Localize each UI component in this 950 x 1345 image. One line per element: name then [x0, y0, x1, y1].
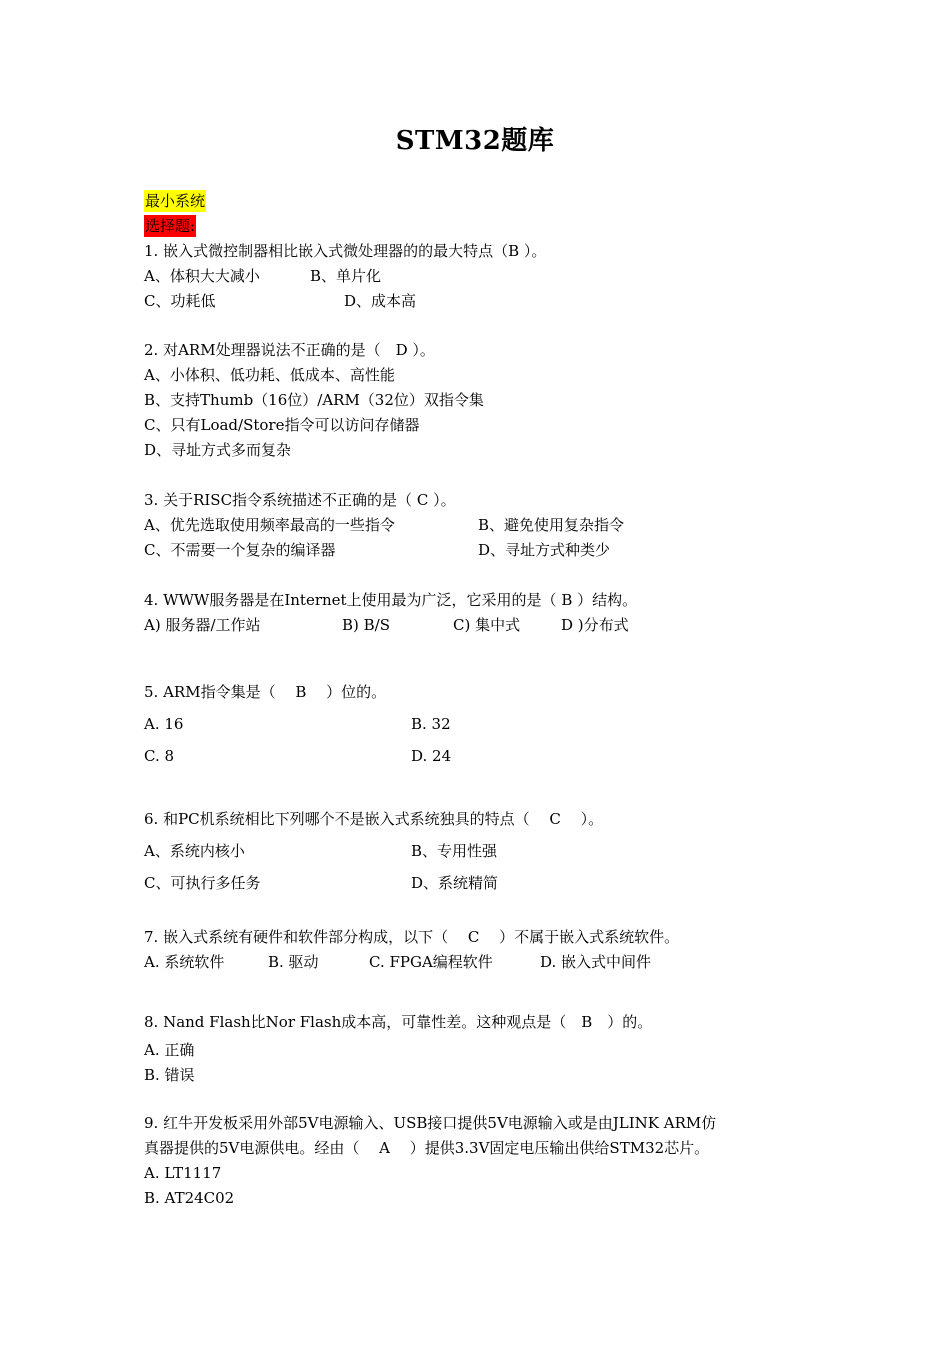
question-stem: 3. 关于RISC指令系统描述不正确的是（ C ）。 [144, 491, 456, 509]
option-c: C、功耗低 [144, 292, 216, 310]
option-b: B. 驱动 [268, 953, 319, 971]
question-1 [144, 239, 814, 314]
section-heading: 最小系统 [145, 192, 206, 210]
option-row [144, 513, 814, 538]
question-7 [144, 925, 814, 975]
option-b: B. 错误 [144, 1066, 195, 1084]
option-b: B. 32 [411, 715, 451, 733]
option-a: A. 系统软件 [144, 953, 225, 971]
question-3 [144, 488, 814, 563]
option-d: D、成本高 [344, 292, 417, 310]
option-a: A、体积大大减小 [144, 267, 260, 285]
option-a: A、小体积、低功耗、低成本、高性能 [144, 366, 395, 384]
question-stem: 8. Nand Flash比Nor Flash成本高，可靠性差。这种观点是（ B ）的。 [144, 1013, 653, 1031]
option-b: B、单片化 [310, 267, 382, 285]
option-b: B、避免使用复杂指令 [478, 516, 625, 534]
question-9 [144, 1111, 814, 1211]
option-a: A. 16 [144, 715, 184, 733]
option-b: B) B/S [342, 616, 390, 634]
question-stem: 6. 和PC机系统相比下列哪个不是嵌入式系统独具的特点（ C ）。 [144, 810, 604, 828]
option-d: D )分布式 [561, 616, 629, 634]
page-title: STM32题库 [395, 126, 555, 156]
option-a: A. LT1117 [144, 1164, 222, 1182]
question-5 [144, 676, 814, 772]
question-stem: 5. ARM指令集是（ B ）位的。 [144, 683, 387, 701]
option-d: D. 24 [411, 747, 452, 765]
option-c: C. 8 [144, 747, 175, 765]
option-d: D、系统精简 [411, 874, 499, 892]
option-b: B、专用性强 [411, 842, 498, 860]
option-c: C、不需要一个复杂的编译器 [144, 541, 336, 559]
option-a: A、优先选取使用频率最高的一些指令 [144, 516, 395, 534]
question-6 [144, 803, 814, 899]
option-c: C) 集中式 [453, 616, 521, 634]
option-d: D、寻址方式多而复杂 [144, 441, 292, 459]
option-a: A. 正确 [144, 1041, 195, 1059]
question-4 [144, 588, 814, 638]
option-row [144, 538, 814, 563]
option-row [144, 835, 814, 867]
option-d: D. 嵌入式中间件 [540, 953, 652, 971]
option-c: C、可执行多任务 [144, 874, 261, 892]
option-a: A) 服务器/工作站 [144, 616, 261, 634]
question-stem-line-2: 真器提供的5V电源供电。经由（ A ）提供3.3V固定电压输出供给STM32芯片。 [144, 1139, 710, 1157]
question-stem: 4. WWW服务器是在Internet上使用最为广泛，它采用的是（ B ）结构。 [144, 591, 638, 609]
option-a: A、系统内核小 [144, 842, 245, 860]
option-row [144, 264, 814, 289]
option-row [144, 950, 814, 975]
option-b: B、支持Thumb（16位）/ARM（32位）双指令集 [144, 391, 484, 409]
option-row [144, 867, 814, 899]
option-row [144, 708, 814, 740]
option-row [144, 740, 814, 772]
option-row [144, 613, 814, 638]
question-stem: 1. 嵌入式微控制器相比嵌入式微处理器的的最大特点（B ）。 [144, 242, 547, 260]
question-stem: 2. 对ARM处理器说法不正确的是（ D ）。 [144, 341, 435, 359]
question-stem-line-1: 9. 红牛开发板采用外部5V电源输入、USB接口提供5V电源输入或是由JLINK ARM仿 [144, 1114, 717, 1132]
question-stem: 7. 嵌入式系统有硬件和软件部分构成，以下（ C ）不属于嵌入式系统软件。 [144, 928, 680, 946]
option-row [144, 289, 814, 314]
question-8 [144, 1006, 814, 1088]
option-c: C、只有Load/Store指令可以访问存储器 [144, 416, 420, 434]
option-d: D、寻址方式种类少 [478, 541, 611, 559]
option-c: C. FPGA编程软件 [369, 953, 493, 971]
option-b: B. AT24C02 [144, 1189, 235, 1207]
subsection-heading: 选择题: [145, 217, 196, 235]
question-2 [144, 338, 814, 463]
